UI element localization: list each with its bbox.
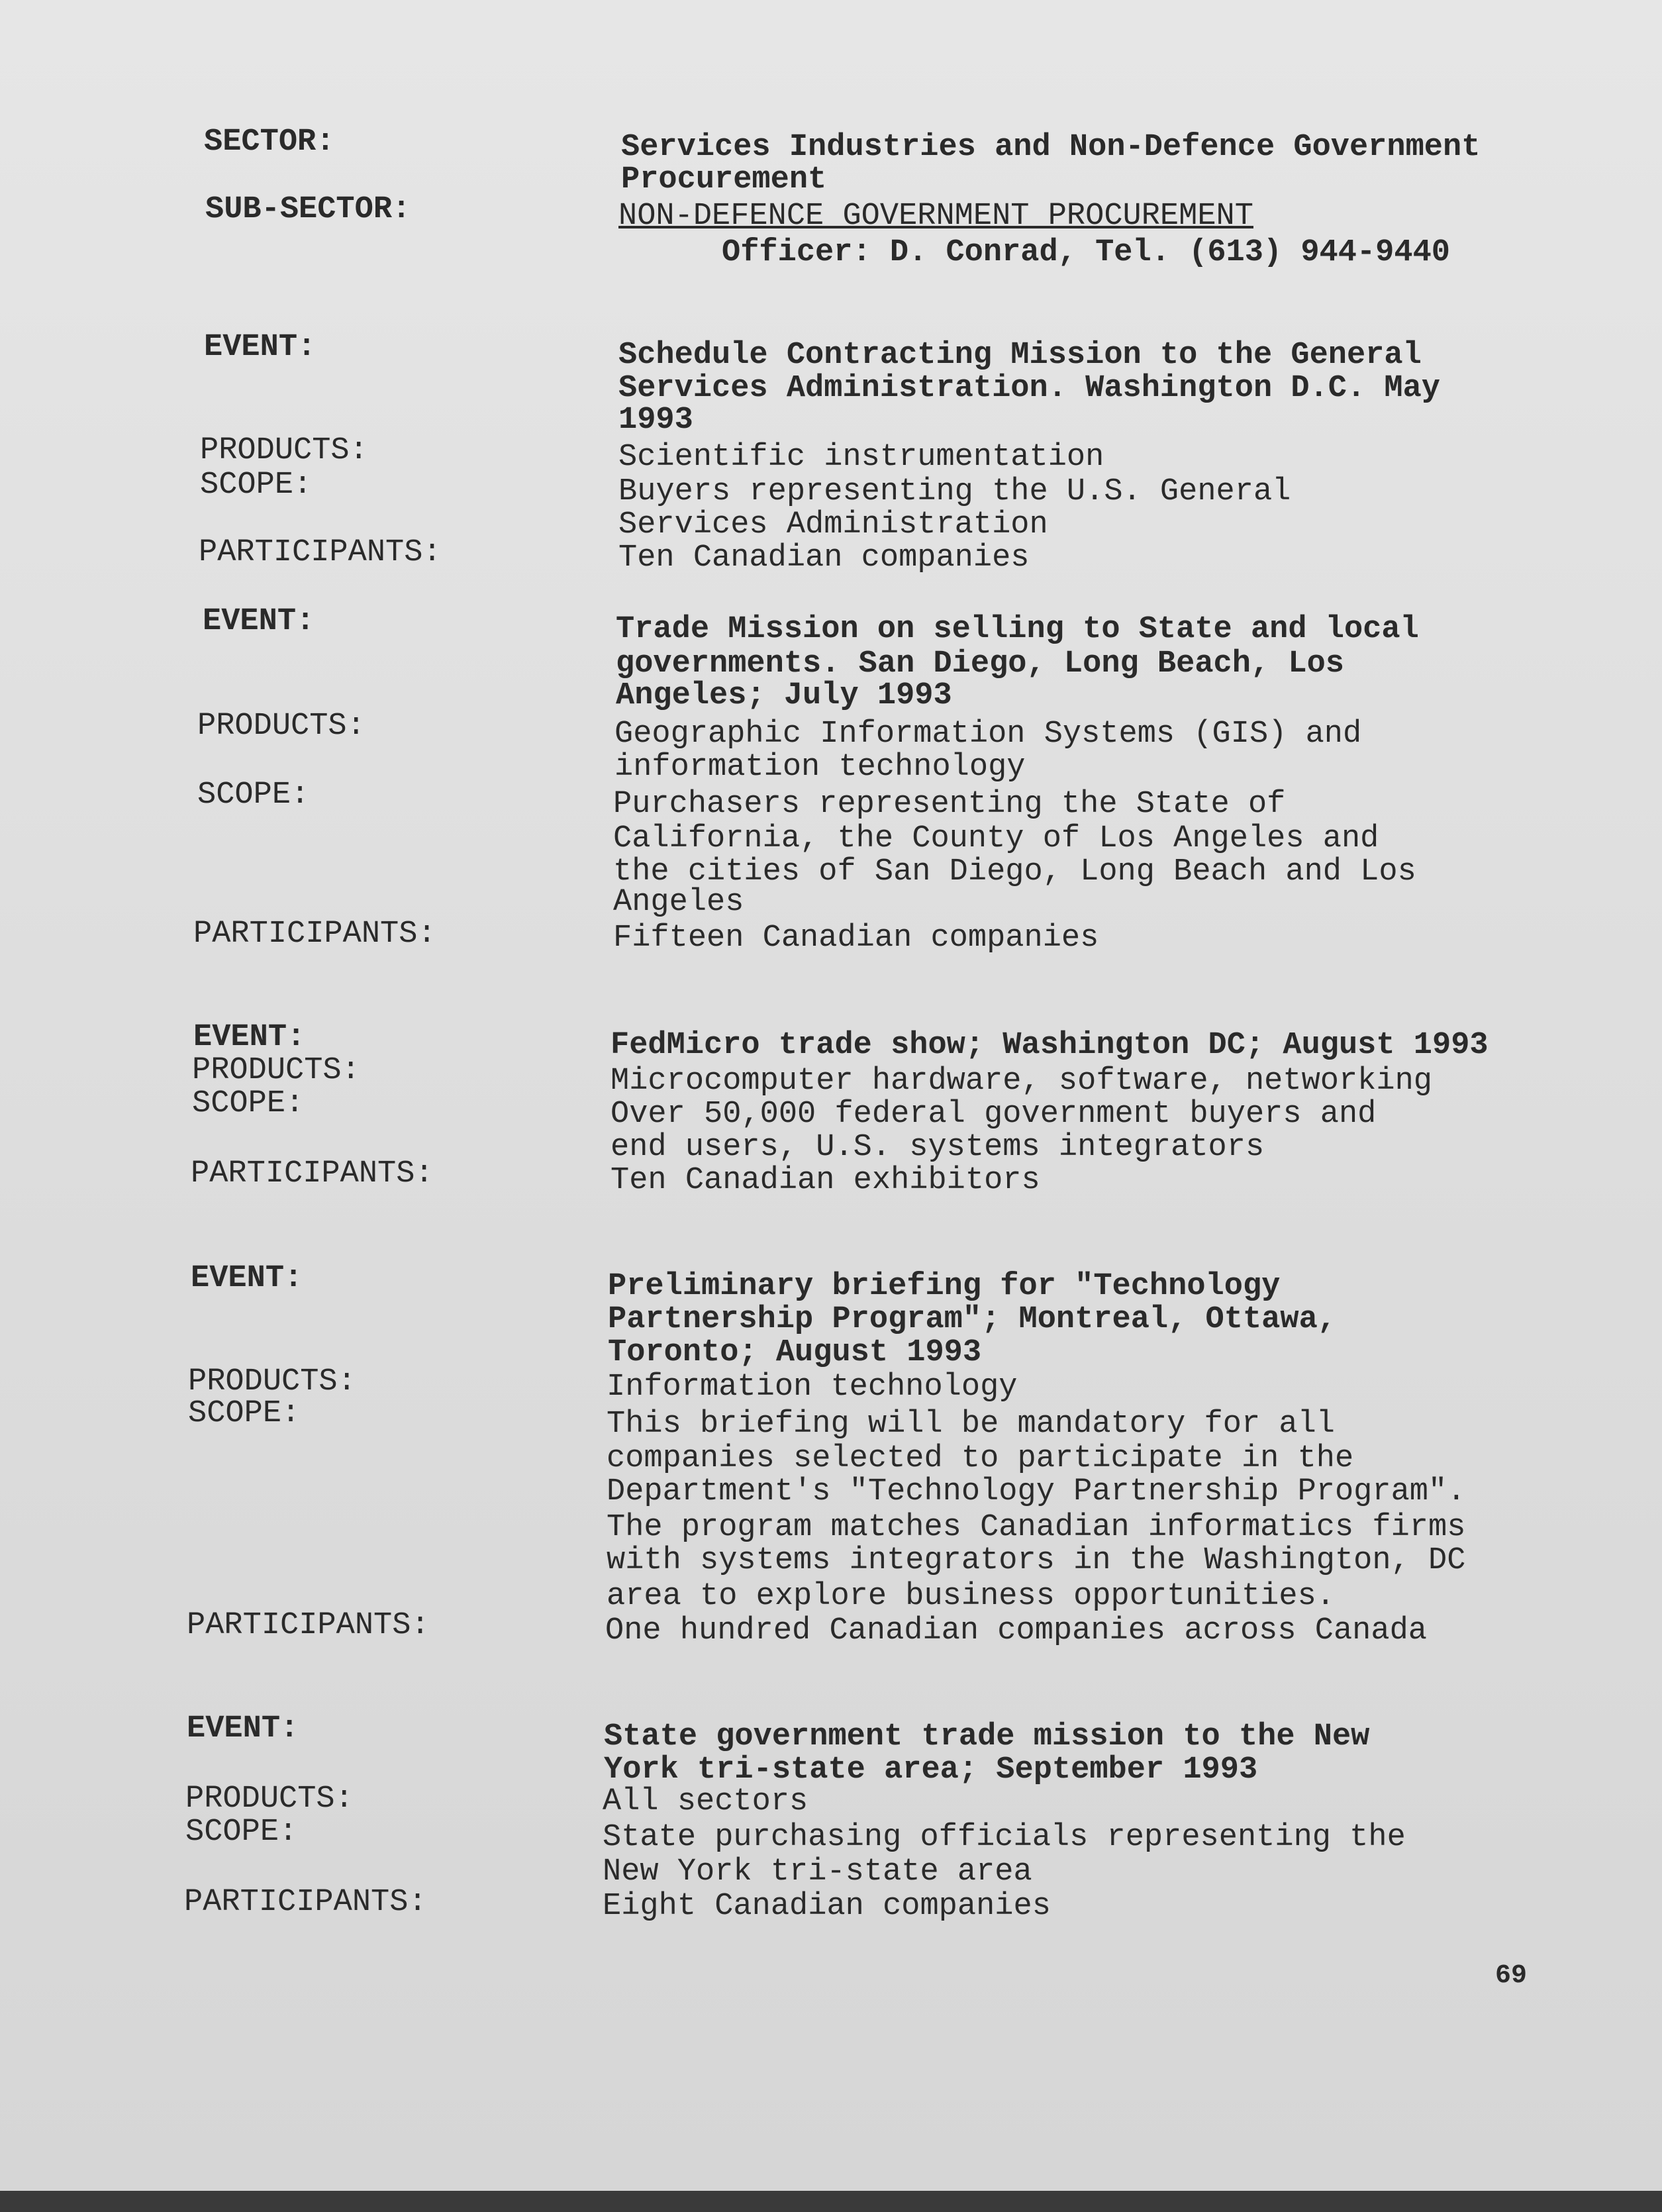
page-bottom-edge	[0, 2191, 1662, 2212]
sector-label: SECTOR:	[204, 125, 335, 160]
page-number: 69	[1495, 1961, 1528, 1991]
scope-value-line: Over 50,000 federal government buyers and	[611, 1097, 1377, 1132]
scope-value-line: Department's "Technology Partnership Program".	[607, 1474, 1466, 1509]
participants-label: PARTICIPANTS:	[184, 1885, 427, 1920]
sector-value-line-2: Procurement	[621, 162, 827, 197]
event-label: EVENT:	[187, 1711, 299, 1746]
scope-value-line: the cities of San Diego, Long Beach and Los	[613, 854, 1416, 889]
event-title-line: Partnership Program"; Montreal, Ottawa,	[608, 1302, 1336, 1337]
products-label: PRODUCTS:	[192, 1053, 360, 1088]
event-label: EVENT:	[203, 604, 315, 639]
scope-value-line: end users, U.S. systems integrators	[611, 1130, 1265, 1165]
scope-label: SCOPE:	[200, 468, 313, 503]
scope-value-line: California, the County of Los Angeles and	[613, 821, 1379, 856]
products-label: PRODUCTS:	[185, 1782, 354, 1817]
subsector-value: NON-DEFENCE GOVERNMENT PROCUREMENT	[618, 199, 1253, 234]
products-value: Scientific instrumentation	[618, 440, 1104, 475]
event-title-line: State government trade mission to the New	[604, 1719, 1370, 1754]
event-title-line: Angeles; July 1993	[616, 678, 952, 713]
scope-value-line: Services Administration	[618, 507, 1048, 542]
scope-label: SCOPE:	[188, 1396, 301, 1431]
participants-value: Fifteen Canadian companies	[613, 921, 1099, 956]
participants-value: Ten Canadian exhibitors	[611, 1163, 1040, 1198]
products-label: PRODUCTS:	[188, 1364, 356, 1399]
products-value-line: Geographic Information Systems (GIS) and	[614, 717, 1362, 752]
participants-label: PARTICIPANTS:	[191, 1156, 434, 1191]
scope-value-line: area to explore business opportunities.	[607, 1579, 1335, 1614]
event-title-line: Schedule Contracting Mission to the General	[618, 338, 1422, 373]
event-title-line: York tri-state area; September 1993	[604, 1752, 1258, 1787]
scope-value-line: with systems integrators in the Washington, DC	[607, 1543, 1466, 1578]
scope-value-line: Purchasers representing the State of	[613, 787, 1286, 822]
scope-label: SCOPE:	[197, 778, 310, 813]
event-title-line: Toronto; August 1993	[608, 1335, 982, 1370]
participants-label: PARTICIPANTS:	[187, 1608, 430, 1643]
participants-value: Eight Canadian companies	[603, 1889, 1051, 1924]
scope-label: SCOPE:	[185, 1815, 298, 1850]
event-label: EVENT:	[204, 330, 317, 365]
scope-label: SCOPE:	[192, 1086, 305, 1121]
event-label: EVENT:	[191, 1261, 303, 1296]
scope-value-line: companies selected to participate in the	[607, 1441, 1354, 1476]
scope-value-line: This briefing will be mandatory for all	[607, 1407, 1335, 1442]
event-title-line: Services Administration. Washington D.C. May	[618, 371, 1441, 406]
scope-value-line: New York tri-state area	[603, 1854, 1032, 1889]
scope-value-line: State purchasing officials representing the	[603, 1820, 1406, 1855]
products-label: PRODUCTS:	[197, 709, 366, 744]
sector-value-line-1: Services Industries and Non-Defence Government	[621, 130, 1481, 165]
event-title-line: FedMicro trade show; Washington DC; August 1993	[611, 1028, 1489, 1063]
event-label: EVENT:	[193, 1020, 306, 1055]
scope-value-line: Angeles	[613, 885, 744, 920]
event-title-line: governments. San Diego, Long Beach, Los	[616, 646, 1344, 681]
event-title-line: 1993	[618, 403, 693, 438]
participants-label: PARTICIPANTS:	[199, 535, 442, 570]
products-value: Information technology	[607, 1370, 1018, 1405]
scope-value-line: The program matches Canadian informatics firms	[607, 1510, 1466, 1545]
products-value: Microcomputer hardware, software, networking	[611, 1064, 1433, 1099]
subsector-label: SUB-SECTOR:	[205, 192, 411, 227]
products-value-line: information technology	[614, 750, 1026, 785]
participants-label: PARTICIPANTS:	[193, 917, 436, 952]
products-label: PRODUCTS:	[200, 433, 368, 468]
event-title-line: Preliminary briefing for "Technology	[608, 1269, 1281, 1304]
participants-value: Ten Canadian companies	[618, 540, 1030, 576]
scope-value-line: Buyers representing the U.S. General	[618, 474, 1291, 509]
event-title-line: Trade Mission on selling to State and local	[616, 612, 1419, 647]
officer-line: Officer: D. Conrad, Tel. (613) 944-9440	[722, 235, 1450, 270]
products-value: All sectors	[603, 1784, 808, 1819]
participants-value: One hundred Canadian companies across Canada	[605, 1613, 1428, 1648]
